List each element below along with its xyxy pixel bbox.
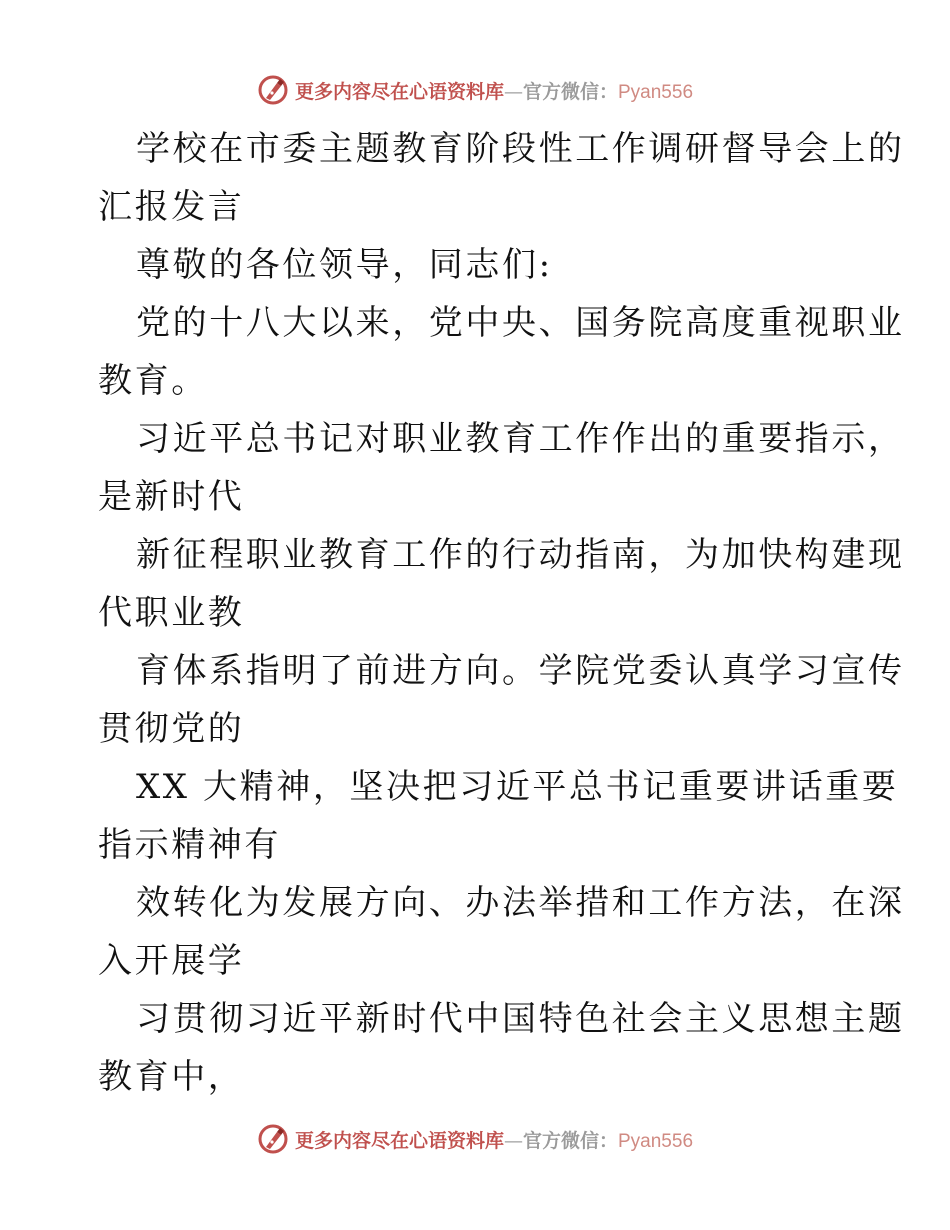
paragraph-line: 新征程职业教育工作的行动指南，为加快构建现 xyxy=(136,535,905,575)
header-banner xyxy=(0,70,950,110)
paragraph-line: 代职业教 xyxy=(98,593,245,633)
banner-title: 更多内容尽在心语资料库 xyxy=(294,1129,504,1152)
banner-title: 更多内容尽在心语资料库 xyxy=(294,80,504,103)
paragraph-line: 党的十八大以来，党中央、国务院高度重视职业 xyxy=(136,303,905,343)
title-line-2: 汇报发言 xyxy=(98,187,245,227)
banner-dash: — xyxy=(503,80,523,103)
paragraph-line: 育体系指明了前进方向。学院党委认真学习宣传 xyxy=(136,651,905,691)
banner-text xyxy=(295,77,693,104)
wechat-label: 官方微信： xyxy=(522,80,618,103)
paragraph-line: 教育中， xyxy=(98,1057,245,1097)
paragraph-line: 效转化为发展方向、办法举措和工作方法，在深 xyxy=(136,883,905,923)
wechat-handle: Pyan556 xyxy=(618,81,694,103)
paragraph-line: 指示精神有 xyxy=(98,825,281,865)
wechat-label: 官方微信： xyxy=(522,1129,618,1152)
wechat-handle: Pyan556 xyxy=(618,1130,694,1152)
paragraph-line: 习近平总书记对职业教育工作作出的重要指示， xyxy=(136,419,905,459)
pen-nib-logo-icon xyxy=(257,74,289,106)
paragraph-line: 习贯彻习近平新时代中国特色社会主义思想主题 xyxy=(136,999,905,1039)
paragraph-line: 教育。 xyxy=(98,361,208,401)
paragraph-line: 入开展学 xyxy=(98,941,245,981)
pen-nib-logo-icon xyxy=(257,1123,289,1155)
paragraph-line: XX 大精神，坚决把习近平总书记重要讲话重要 xyxy=(136,767,899,807)
footer-banner xyxy=(0,1119,950,1159)
paragraph-line: 是新时代 xyxy=(98,477,245,517)
paragraph-line: 贯彻党的 xyxy=(98,709,245,749)
title-line-1: 学校在市委主题教育阶段性工作调研督导会上的 xyxy=(136,129,905,169)
banner-dash: — xyxy=(503,1129,523,1152)
salutation: 尊敬的各位领导，同志们: xyxy=(136,245,553,285)
document-body xyxy=(98,120,905,1106)
banner-text xyxy=(295,1126,693,1153)
